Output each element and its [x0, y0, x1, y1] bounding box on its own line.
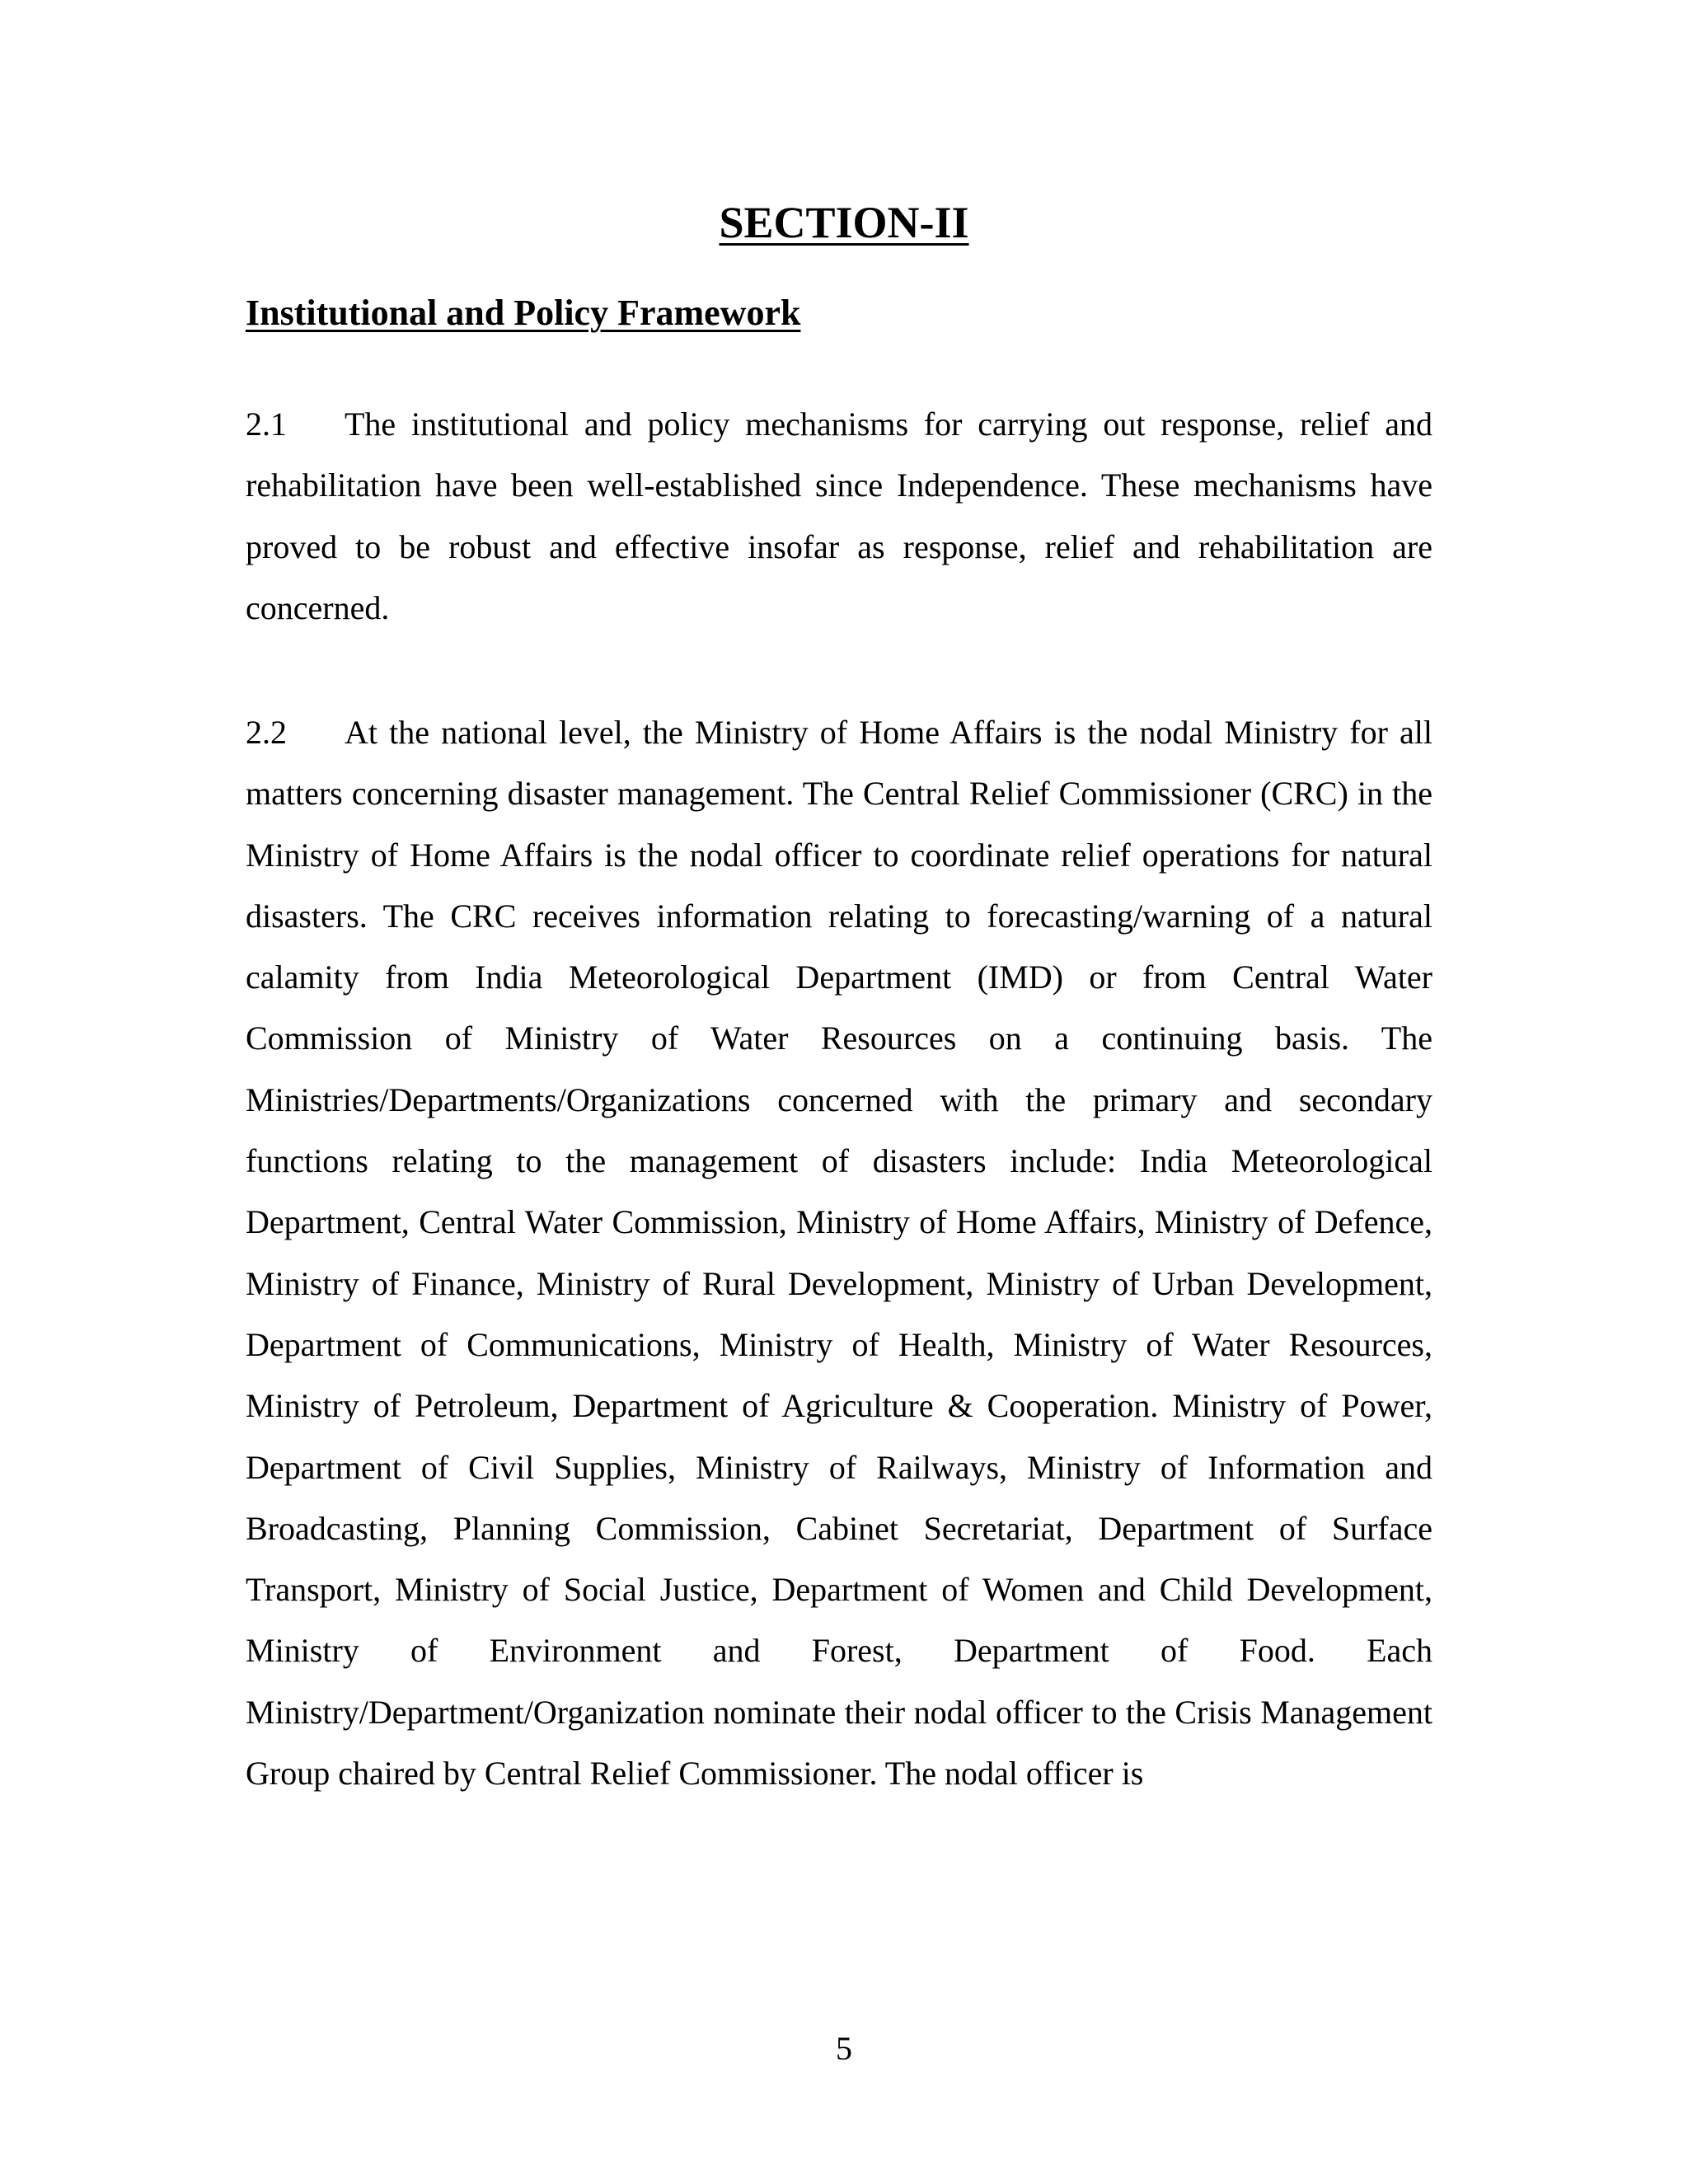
- paragraph-number: 2.1: [246, 405, 287, 443]
- section-title-text: SECTION-II: [719, 198, 969, 247]
- paragraph-number: 2.2: [246, 714, 287, 751]
- paragraph-text: The institutional and policy mechanisms for carrying out response, relief and rehabilitation have been well-established since Independence. These mechanisms have proved to be robust and effective insofar as response, relief and rehabilitation are concerned.: [246, 405, 1432, 626]
- subheading: Institutional and Policy Framework: [246, 293, 801, 333]
- paragraph-2-1: [246, 394, 1432, 639]
- section-title: [0, 196, 1688, 249]
- page-number: 5: [836, 2030, 852, 2067]
- paragraph-text: At the national level, the Ministry of Home Affairs is the nodal Ministry for all matters concerning disaster management. The Central Relief Commissioner (CRC) in the Ministry of Home Affairs is the nodal officer to coordinate relief operations for natural disasters. The CRC receives information relating to forecasting/warning of a natural calamity from India Meteorological Department (IMD) or from Central Water Commission of Ministry of Water Resources on a continuing basis. The Ministries/Departments/Organizations concerned with the primary and secondary functions relating to the management of disasters include: India Meteorological Department, Central Water Commission, Ministry of Home Affairs, Ministry of Defence, Ministry of Finance, Ministry of Rural Development, Ministry of Urban Development, Department of Communications, Ministry of Health, Ministry of Water Resources, Ministry of Petroleum, Department of Agriculture & Cooperation. Ministry of Power, Department of Civil Supplies, Ministry of Railways, Ministry of Information and Broadcasting, Planning Commission, Cabinet Secretariat, Department of Surface Transport, Ministry of Social Justice, Department of Women and Child Development, Ministry of Environment and Forest, Department of Food. Each Ministry/Department/Organization nominate their nodal officer to the Crisis Management Group chaired by Central Relief Commissioner. The nodal officer is: [246, 714, 1432, 1793]
- paragraph-2-2: [246, 702, 1432, 1804]
